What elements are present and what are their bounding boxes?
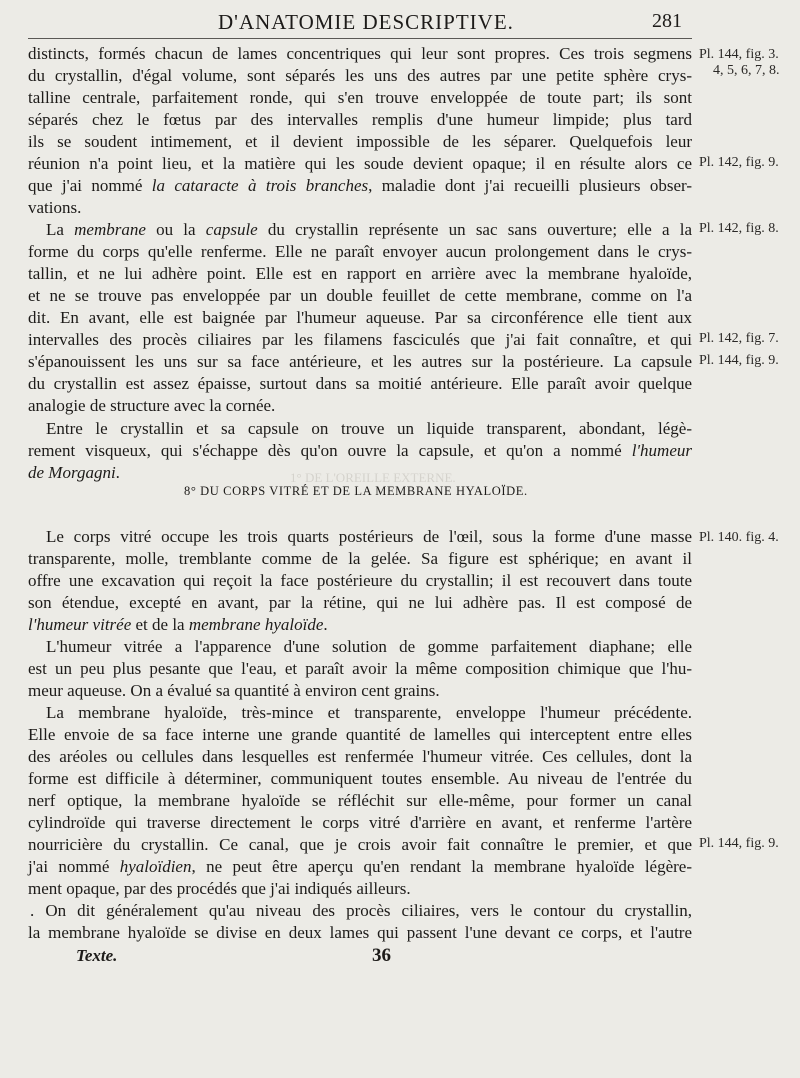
text-line: rement visqueux, qui s'échappe dès qu'on ouvre la capsule, et qu'on a nommé l'humeur bbox=[28, 441, 692, 460]
running-header-title: D'ANATOMIE DESCRIPTIVE. bbox=[218, 10, 514, 34]
italic-term: la cataracte à trois branches bbox=[151, 176, 369, 195]
text-line: du crystallin est assez épaisse, surtout dans sa moitié antérieure. Elle paraît avoir quelque bbox=[28, 374, 692, 393]
text-line: son étendue, excepté en avant, par la rétine, qui ne lui adhère pas. Il est composé de bbox=[28, 593, 692, 612]
text-line: meur aqueuse. On a évalué sa quantité à environ cent grains. bbox=[28, 681, 440, 700]
margin-note: Pl. 142, fig. 9. bbox=[699, 155, 779, 170]
text-line: vations. bbox=[28, 198, 82, 217]
text-line: nourricière du crystallin. Ce canal, que je crois avoir fait connaître le premier, et que bbox=[28, 835, 692, 854]
show-through-mark: 1° DE L'OREILLE EXTERNE. bbox=[290, 470, 456, 485]
text-line: la membrane hyaloïde se divise en deux lames qui passent l'une devant ce corps, et l'autre bbox=[28, 923, 692, 942]
text-line: transparente, molle, tremblante comme de la gelée. Sa figure est sphérique; en avant il bbox=[28, 549, 692, 568]
text-line: ils se soudent intimement, et il devient impossible de les séparer. Quelquefois leur bbox=[28, 132, 692, 151]
header-rule bbox=[28, 38, 692, 39]
margin-note: Pl. 140. fig. 4. bbox=[699, 530, 779, 545]
text-line: j'ai nommé hyaloïdien, ne peut être aperçu qu'en rendant la membrane hyaloïde légère- bbox=[28, 857, 692, 876]
margin-note: Pl. 144, fig. 9. bbox=[699, 353, 779, 368]
page-number: 281 bbox=[652, 10, 682, 32]
text-line: dit. En avant, elle est baignée par l'humeur aqueuse. Par sa circonférence elle tient aux bbox=[28, 308, 692, 327]
text-line: distincts, formés chacun de lames concentriques qui leur sont propres. Ces trois segmens bbox=[28, 44, 692, 63]
text-line: forme est difficile à déterminer, communiquent toutes ensemble. Au niveau de l'entrée du bbox=[28, 769, 692, 788]
text-line: tallin, et ne lui adhère point. Elle est en rapport en arrière avec la membrane hyaloïde, bbox=[28, 264, 692, 283]
text-line: forme du corps qu'elle renferme. Elle ne paraît envoyer aucun prolongement dans le crys- bbox=[28, 242, 692, 261]
signature-mark: Texte. bbox=[76, 946, 118, 965]
section-heading: 8° DU CORPS VITRÉ ET DE LA MEMBRANE HYALOÏDE. bbox=[184, 484, 528, 498]
text-line: Elle envoie de sa face interne une grande quantité de lamelles qui interceptent entre elles bbox=[28, 725, 692, 744]
text-line: réunion n'a point lieu, et la matière qui les soude devient opaque; il en résulte alors ce bbox=[28, 154, 692, 173]
text-line: ment opaque, par des procédés que j'ai indiqués ailleurs. bbox=[28, 879, 411, 898]
text-line: intervalles des procès ciliaires par les filamens fasciculés que j'ai fait connaître, et qui bbox=[28, 330, 692, 349]
text-line: La membrane hyaloïde, très-mince et transparente, enveloppe l'humeur précédente. bbox=[46, 703, 692, 722]
margin-note: Pl. 144, fig. 3. bbox=[699, 47, 779, 62]
sheet-number: 36 bbox=[372, 945, 391, 966]
margin-note: Pl. 142, fig. 8. bbox=[699, 221, 779, 236]
text-line: L'humeur vitrée a l'apparence d'une solution de gomme parfaitement diaphane; elle bbox=[46, 637, 692, 656]
text-line: Entre le crystallin et sa capsule on trouve un liquide transparent, abondant, légè- bbox=[46, 419, 692, 438]
text-line: et ne se trouve pas enveloppée par un double feuillet de cette membrane, comme on l'a bbox=[28, 286, 692, 305]
text-line: que j'ai nommé la cataracte à trois branches, maladie dont j'ai recueilli plusieurs obser- bbox=[28, 176, 692, 195]
margin-note: Pl. 142, fig. 7. bbox=[699, 331, 779, 346]
text-line: du crystallin, d'égal volume, sont séparés les uns des autres par une petite sphère crys- bbox=[28, 66, 692, 85]
text-line: nerf optique, la membrane hyaloïde se réfléchit sur elle-même, pour former un canal bbox=[28, 791, 692, 810]
margin-note: Pl. 144, fig. 9. bbox=[699, 836, 779, 851]
text-line: . On dit généralement qu'au niveau des procès ciliaires, vers le contour du crystallin, bbox=[30, 901, 692, 920]
text-line: La membrane ou la capsule du crystallin représente un sac sans ouverture; elle a la bbox=[46, 220, 693, 239]
text-line: offre une excavation qui reçoit la face postérieure du crystallin; il est recouvert dans toute bbox=[28, 571, 692, 590]
text-line: l'humeur vitrée et de la membrane hyaloïde. bbox=[28, 615, 328, 634]
text-line: Le corps vitré occupe les trois quarts postérieurs de l'œil, sous la forme d'une masse bbox=[46, 527, 692, 546]
text-line: séparés chez le fœtus par des intervalles remplis d'une humeur limpide; plus tard bbox=[28, 110, 692, 129]
text-line: de Morgagni. bbox=[28, 463, 120, 482]
text-line: analogie de structure avec la cornée. bbox=[28, 396, 276, 415]
text-line: des aréoles ou cellules dans lesquelles est renfermée l'humeur vitrée. Ces cellules, dont la bbox=[28, 747, 692, 766]
text-line: cylindroïde qui traverse directement le corps vitré d'arrière en avant, et renferme l'artère bbox=[28, 813, 692, 832]
margin-note: 4, 5, 6, 7, 8. bbox=[713, 63, 780, 78]
text-line: talline centrale, parfaitement ronde, qui s'en trouve enveloppée de toute part; ils sont bbox=[28, 88, 692, 107]
text-line: est un peu plus pesante que l'eau, et paraît avoir la même composition chimique que l'hu- bbox=[28, 659, 692, 678]
text-line: s'épanouissent les uns sur sa face antérieure, et les autres sur la postérieure. La capsule bbox=[28, 352, 692, 371]
